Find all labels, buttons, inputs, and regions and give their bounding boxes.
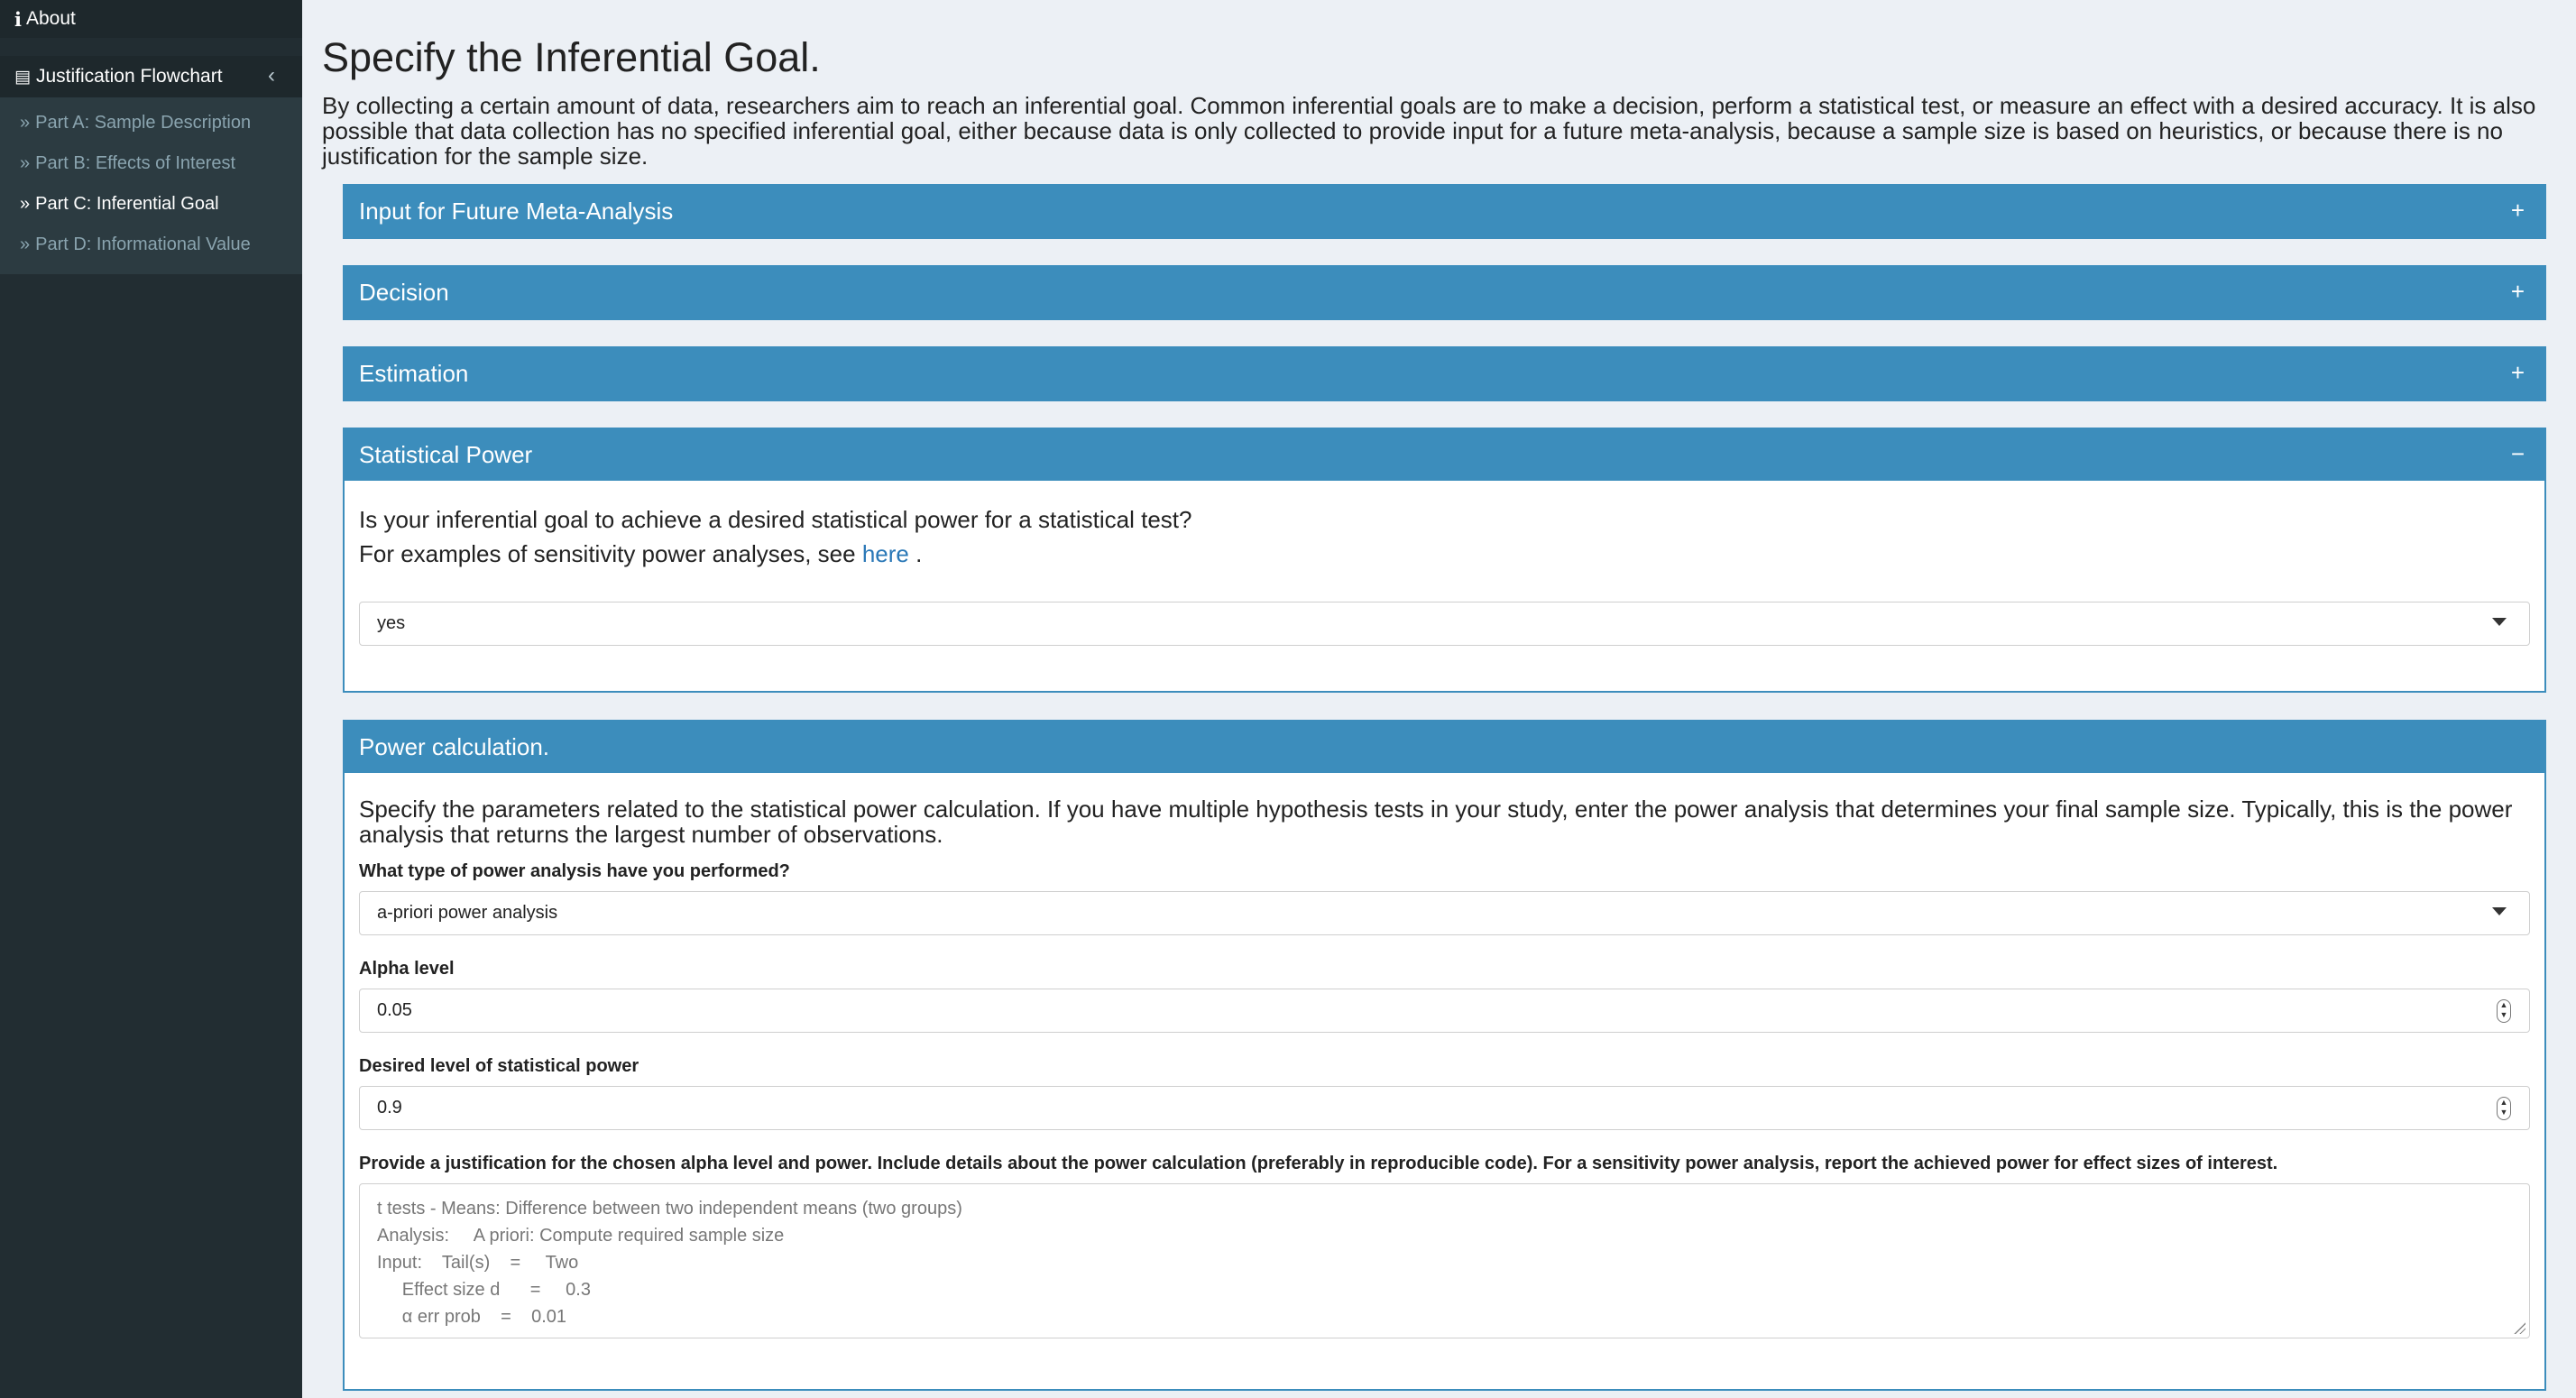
textarea-line: α err prob = 0.01 [377,1307,566,1327]
sidebar-item-part-b[interactable] [0,143,302,184]
chevron-left-icon[interactable]: ‹ [268,63,275,87]
panel-statistical-power [343,428,2546,693]
power-value: 0.9 [377,1098,402,1117]
examples-line [359,540,2530,567]
spinner-icon[interactable]: ▲ ▼ [2497,999,2511,1023]
sidebar-item-part-a[interactable] [0,103,302,143]
examples-suffix: . [915,540,923,567]
question-text: Is your inferential goal to achieve a desired statistical power for a statistical test? [359,506,1192,533]
sidebar-item-part-d[interactable] [0,225,302,265]
double-chevron-right-icon: » [20,235,31,254]
textarea-line: Analysis: A priori: Compute required sample size [377,1226,785,1246]
panel-title: Decision [359,279,449,306]
collapse-icon[interactable]: − [2510,440,2525,467]
select-value: yes [377,613,406,633]
caret-down-icon [2492,618,2507,626]
sidebar-submenu [0,97,302,274]
expand-icon[interactable]: + [2510,278,2525,305]
expand-icon[interactable]: + [2510,197,2525,224]
panel-body [345,773,2544,1351]
alpha-label: Alpha level [359,959,455,979]
sidebar [0,0,302,1398]
sidebar-item-label: Part B: Effects of Interest [35,153,236,173]
double-chevron-right-icon: » [20,113,31,133]
panel-header[interactable] [345,267,2544,318]
panel-header[interactable] [345,348,2544,400]
panel-power-calculation [343,720,2546,1391]
examples-prefix: For examples of sensitivity power analyses, see [359,540,856,567]
analysis-type-select[interactable] [359,891,2530,935]
panel-title: Statistical Power [359,441,533,468]
panel-header [345,722,2544,773]
examples-link[interactable]: here [861,540,909,567]
double-chevron-right-icon: » [20,194,31,214]
intro-paragraph: By collecting a certain amount of data, researchers aim to reach an inferential goal. Common inferential goals are to make a decision, perform a statistical test, or measure an effect with a desired accuracy. It is also possible that data collection has no specified inferential goal, either because data is only collected to provide input for a future meta-analysis, because a sample size is based on heuristics, or because there is no justification for the sample size. [322,92,2536,170]
calc-description: Specify the parameters related to the statistical power calculation. If you have multiple hypothesis tests in your study, enter the power analysis that determines your final sample size. Typically, this is the power analysis that returns the largest number of observations. [359,796,2513,848]
panel-decision [343,265,2546,320]
textarea-line: t tests - Means: Difference between two independent means (two groups) [377,1199,962,1219]
analysis-type-label: What type of power analysis have you performed? [359,861,790,881]
sidebar-item-label: Part D: Informational Value [35,235,251,254]
justification-textarea[interactable] [359,1183,2530,1338]
panel-title: Estimation [359,360,469,387]
panel-title: Power calculation. [359,733,549,760]
alpha-value: 0.05 [377,1000,412,1020]
sidebar-item-label: Part C: Inferential Goal [35,194,219,214]
caret-down-icon [2492,907,2507,915]
info-icon: i [14,7,22,31]
panel-body [345,481,2544,658]
power-label: Desired level of statistical power [359,1056,639,1076]
panel-header[interactable] [345,186,2544,237]
sidebar-item-justification-flowchart[interactable] [0,56,302,97]
resize-grip-icon[interactable] [2513,1321,2525,1334]
textarea-line: Effect size d = 0.3 [377,1280,591,1300]
sidebar-item-label: About [25,8,76,29]
panel-estimation [343,346,2546,401]
justification-label: Provide a justification for the chosen alpha level and power. Include details about the power calculation (preferably in reproducible code). For a sensitivity power analysis, report the achieved power for effect sizes of interest. [359,1154,2278,1173]
panel-meta-analysis [343,184,2546,239]
sidebar-item-label: Justification Flowchart [35,66,223,87]
page-title: Specify the Inferential Goal. [322,34,821,80]
sidebar-item-part-c[interactable] [0,184,302,225]
double-chevron-right-icon: » [20,153,31,173]
select-value: a-priori power analysis [377,903,558,923]
main-content [302,0,2576,1398]
power-goal-select[interactable] [359,602,2530,646]
sidebar-item-label: Part A: Sample Description [35,113,252,133]
panel-header[interactable] [345,429,2544,481]
sidebar-item-about[interactable] [0,0,302,38]
textarea-line: Input: Tail(s) = Two [377,1253,579,1273]
panel-title: Input for Future Meta-Analysis [359,198,674,225]
expand-icon[interactable]: + [2510,359,2525,386]
alpha-input[interactable] [359,989,2530,1033]
power-input[interactable] [359,1086,2530,1130]
document-icon: ▤ [14,67,31,87]
spinner-icon[interactable]: ▲ ▼ [2497,1097,2511,1120]
